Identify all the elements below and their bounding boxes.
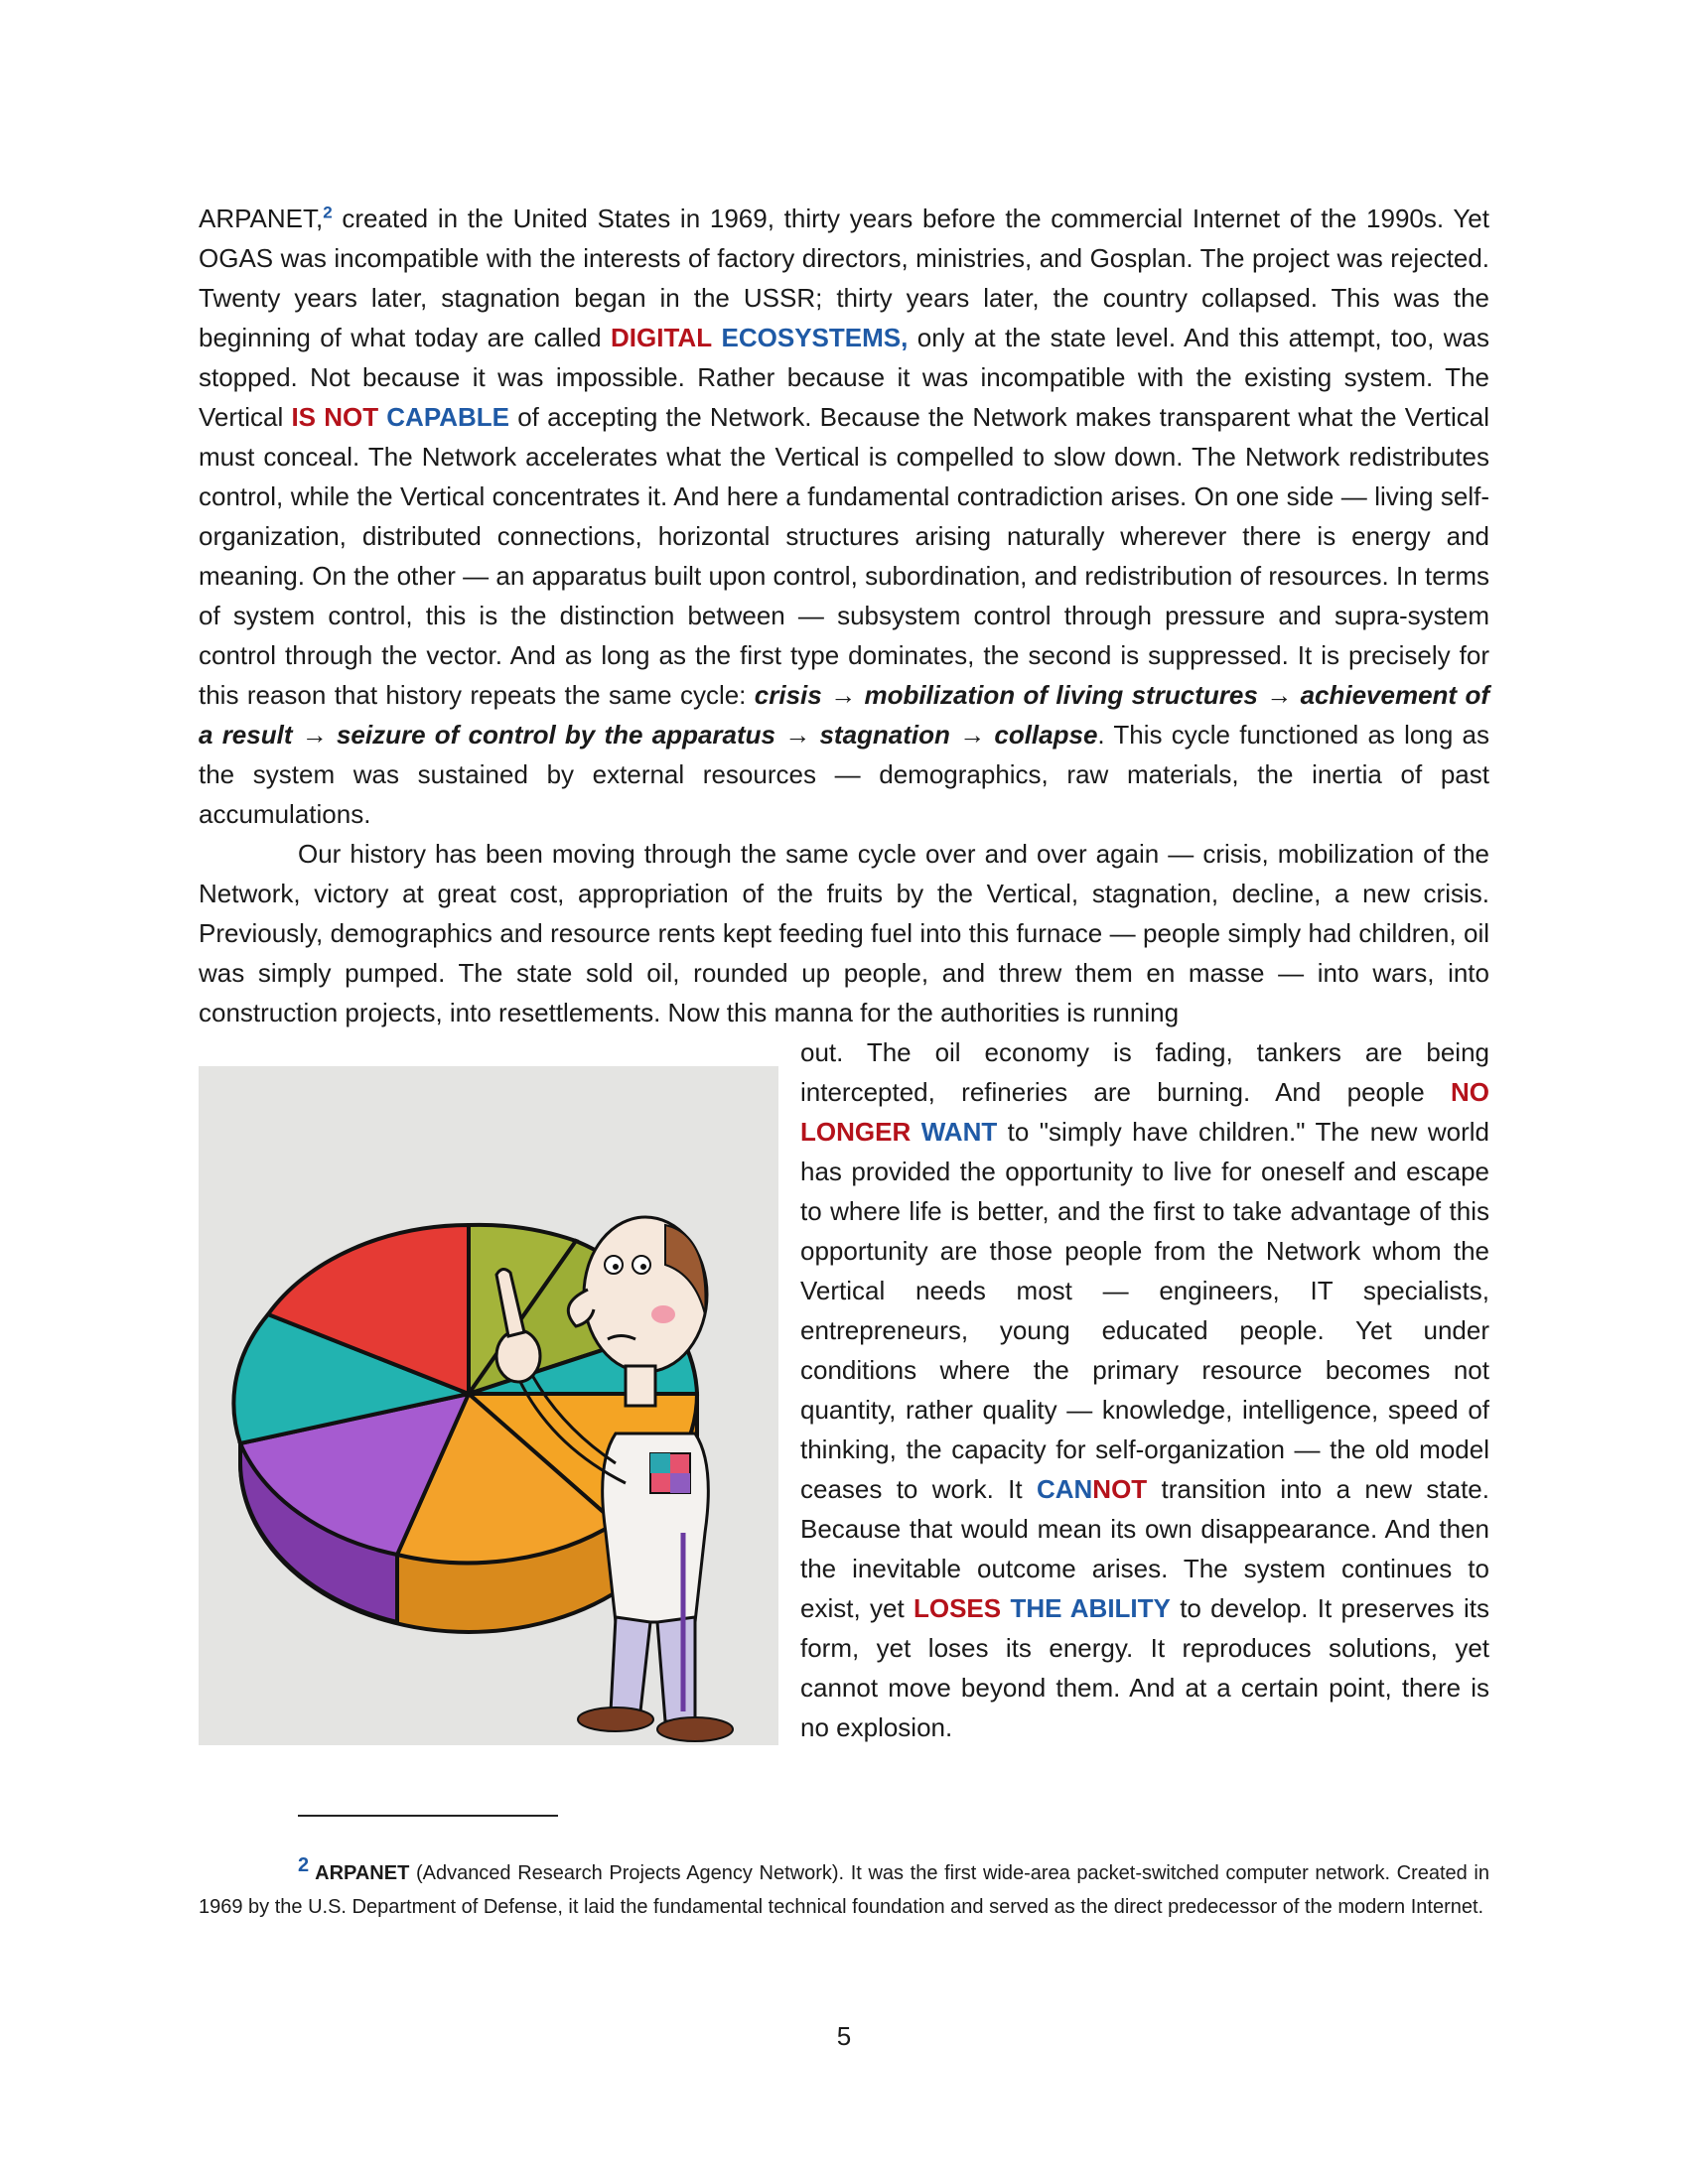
highlight-is-not: IS NOT [291, 402, 379, 432]
highlight-can: CAN [1036, 1474, 1093, 1504]
highlight-want: WANT [920, 1117, 998, 1147]
highlight-capable: CAPABLE [386, 402, 510, 432]
p1-text-c: only at the state level. And this attempt, too, was stopped. Not because it was impossible. Rather because it was incompatible with the existing system. The Vertical [199, 323, 1489, 432]
cartoon-man-pointing-at-pie-chart-icon [199, 1066, 778, 1745]
p1-text-a: ARPANET, [199, 204, 324, 233]
side-column-text [800, 1032, 1489, 1747]
highlight-ecosystems: ECOSYSTEMS, [721, 323, 909, 352]
highlight-loses: LOSES [913, 1593, 1002, 1623]
paragraph-1 [199, 199, 1489, 834]
side-text-a: out. The oil economy is fading, tankers are being intercepted, refineries are burning. And people [800, 1037, 1489, 1107]
illustration-svg [199, 1066, 778, 1745]
page-number: 5 [836, 2021, 852, 2051]
footnote-separator [298, 1815, 558, 1817]
side-text-b: to "simply have children." The new world has provided the opportunity to live for oneself and escape to where life is better, and the first to take advantage of this opportunity are those people from the Network whom the Vertical needs most — engineers, IT specialists, entrepreneurs, young educated people. Yet under conditions where the primary resource becomes not quantity, rather quality — knowledge, intelligence, speed of thinking, the capacity for self-organization — the old model ceases to work. It [800, 1117, 1489, 1504]
paragraph-2: Our history has been moving through the same cycle over and over again — crisis, mobilization of the Network, victory at great cost, appropriation of the fruits by the Vertical, stagnation, decline, a new crisis. Previously, demographics and resource rents kept feeding fuel into this furnace — people simply had children, oil was simply pumped. The state sold oil, rounded up people, and threw them en masse — into wars, into construction projects, into resettlements. Now this manna for the authorities is running [199, 839, 1489, 1027]
highlight-no-longer: NO LONGER [800, 1077, 1489, 1147]
footnote-number: 2 [298, 1854, 310, 1877]
highlight-not: NOT [1092, 1474, 1148, 1504]
highlight-digital: DIGITAL [611, 323, 713, 352]
footnote-text: (Advanced Research Projects Agency Network). It was the first wide-area packet-switched computer network. Created in 1969 by the U.S. Department of Defense, it laid the fundamental technical foundation and served as the direct predecessor of the modern Internet. [199, 1862, 1489, 1918]
p1-text-d: of accepting the Network. Because the Network makes transparent what the Vertical must conceal. The Network accelerates what the Vertical is compelled to slow down. The Network redistributes control, while the Vertical concentrates it. And here a fundamental contradiction arises. On one side — living self-organization, distributed connections, horizontal structures arising naturally wherever there is energy and meaning. On the other — an apparatus built upon control, subordination, and redistribution of resources. In terms of system control, this is the distinction between — subsystem control through pressure and supra-system control through the vector. And as long as the first type dominates, the second is suppressed. It is precisely for this reason that history repeats the same cycle: [199, 402, 1490, 710]
side-text-c: transition into a new state. Because that would mean its own disappearance. And then the inevitable outcome arises. The system continues to exist, yet [800, 1474, 1489, 1623]
p1-text-e: . This cycle functioned as long as the system was sustained by external resources — demographics, raw materials, the inertia of past accumulations. [199, 720, 1489, 829]
footnote-ref-2[interactable]: 2 [323, 203, 333, 222]
cycle-sequence: crisis → mobilization of living structures → achievement of a result → seizure of control by the apparatus → stagnation → collapse [199, 680, 1489, 750]
footnote-2 [199, 1856, 1489, 1924]
footnote-term: ARPANET [315, 1862, 410, 1884]
p1-text-b: created in the United States in 1969, thirty years before the commercial Internet of the 1990s. Yet OGAS was incompatible with the interests of factory directors, ministries, and Gosplan. The project was rejected. Twenty years later, stagnation began in the USSR; thirty years later, the country collapsed. This was the beginning of what today are called [199, 204, 1489, 352]
side-text-d: to develop. It preserves its form, yet loses its energy. It reproduces solutions, yet cannot move beyond them. And at a certain point, there is no explosion. [800, 1593, 1489, 1742]
highlight-the-ability: THE ABILITY [1010, 1593, 1171, 1623]
